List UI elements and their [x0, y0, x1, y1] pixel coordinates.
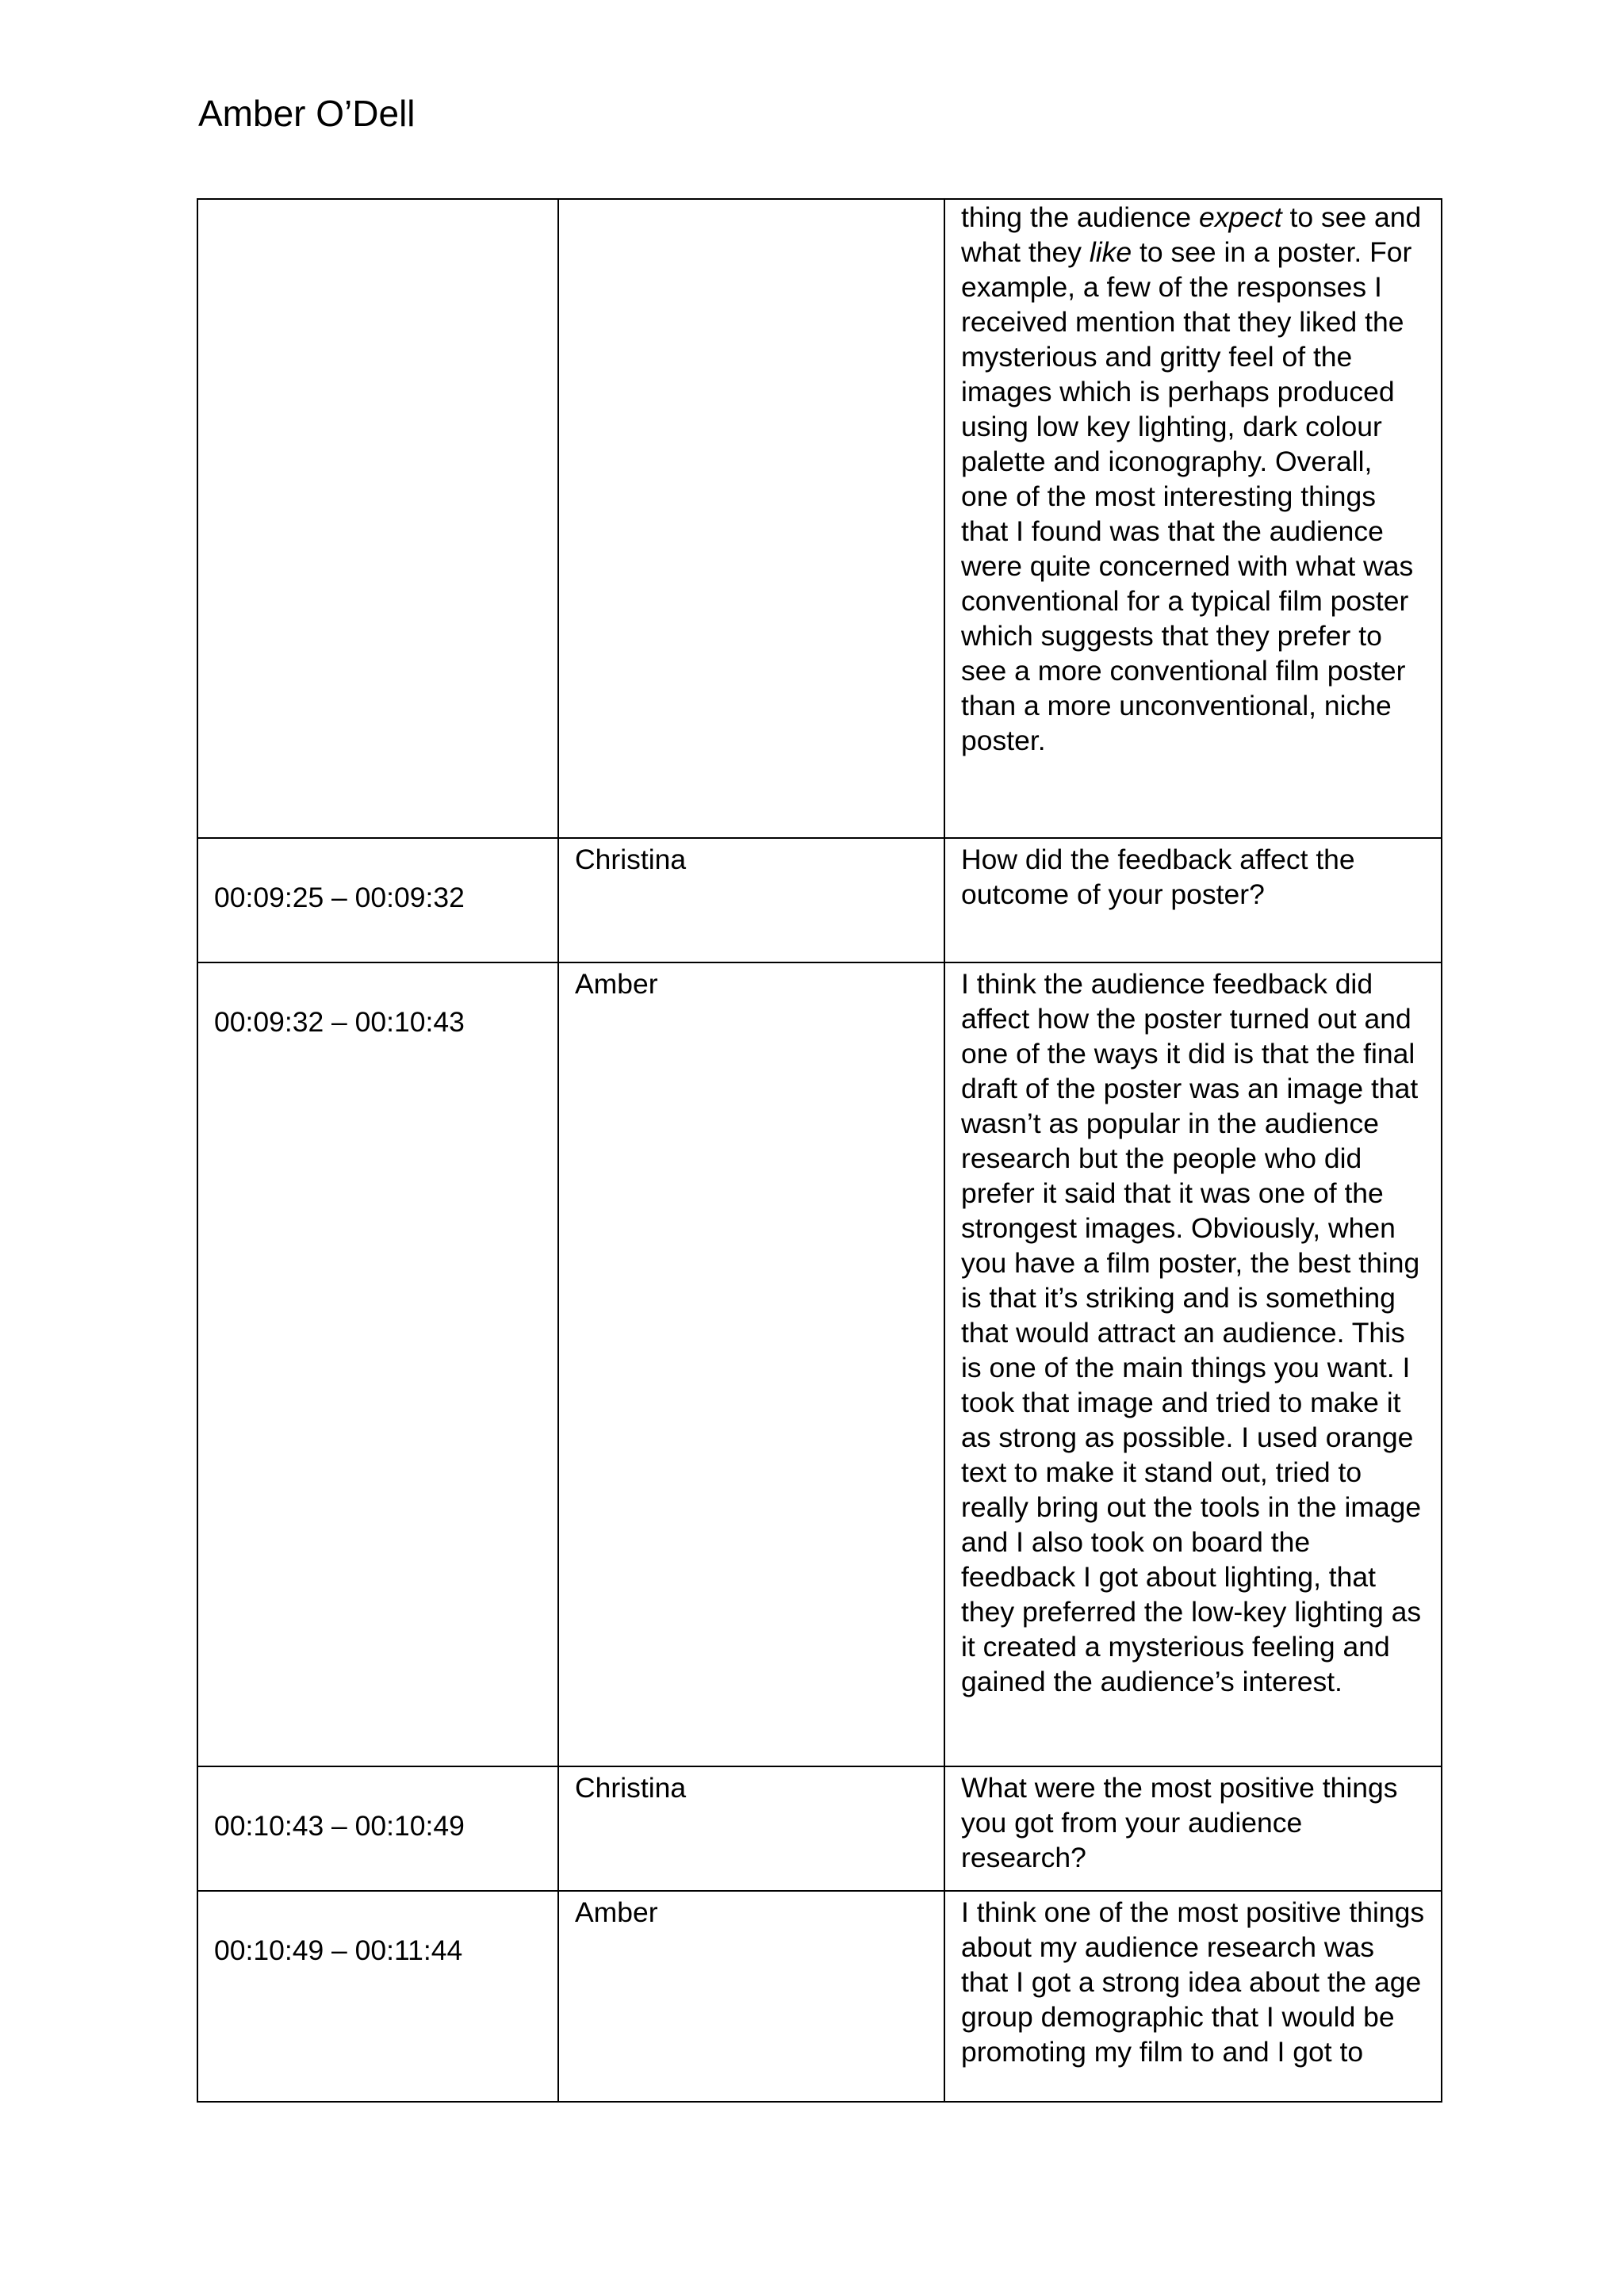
- timestamp-cell: 00:09:32 – 00:10:43: [197, 962, 558, 1766]
- dialogue-cell: I think one of the most positive things about my audience research was that I got a strong idea about the age group demographic that I would be promoting my film to and I got to: [944, 1891, 1442, 2102]
- speaker-cell: Amber: [558, 962, 944, 1766]
- speaker-cell: [558, 199, 944, 838]
- speaker-cell: Amber: [558, 1891, 944, 2102]
- table-row: [197, 838, 1442, 962]
- timestamp-cell: 00:10:49 – 00:11:44: [197, 1891, 558, 2102]
- dialogue-emphasis: expect: [1199, 201, 1282, 233]
- author-name: Amber O’Dell: [198, 93, 416, 134]
- dialogue-cell: What were the most positive things you got from your audience research?: [944, 1766, 1442, 1891]
- dialogue-cell: I think the audience feedback did affect how the poster turned out and one of the ways it did is that the final draft of the poster was an image that wasn’t as popular in the audience research but the people who did prefer it said that it was one of the strongest images. Obviously, when you have a film poster, the best thing is that it’s striking and is something that would attract an audience. This is one of the main things you want. I took that image and tried to make it as strong as possible. I used orange text to make it stand out, tried to really bring out the tools in the image and I also took on board the feedback I got about lighting, that they preferred the low-key lighting as it created a mysterious feeling and gained the audience’s interest.: [944, 962, 1442, 1766]
- table-row: [197, 1891, 1442, 2102]
- speaker-cell: Christina: [558, 838, 944, 962]
- dialogue-text: thing the audience: [961, 201, 1200, 233]
- transcript-table: [197, 198, 1442, 2103]
- speaker-cell: Christina: [558, 1766, 944, 1891]
- dialogue-text: to see in a poster. For example, a few of the responses I received mention that they liked the mysterious and gritty feel of the images which is perhaps produced using low key lighting, dark colour palette and iconography. Overall, one of the most interesting things that I found was that the audience were quite concerned with what was conventional for a typical film poster which suggests that they prefer to see a more conventional film poster than a more unconventional, niche poster.: [961, 236, 1414, 756]
- timestamp-cell: [197, 199, 558, 838]
- timestamp-cell: 00:10:43 – 00:10:49: [197, 1766, 558, 1891]
- table-row: [197, 962, 1442, 1766]
- table-row: [197, 199, 1442, 838]
- dialogue-cell: How did the feedback affect the outcome of your poster?: [944, 838, 1442, 962]
- dialogue-cell: [944, 199, 1442, 838]
- table-row: [197, 1766, 1442, 1891]
- dialogue-text: to see and what they: [961, 201, 1422, 268]
- dialogue-emphasis: like: [1089, 236, 1132, 268]
- timestamp-cell: 00:09:25 – 00:09:32: [197, 838, 558, 962]
